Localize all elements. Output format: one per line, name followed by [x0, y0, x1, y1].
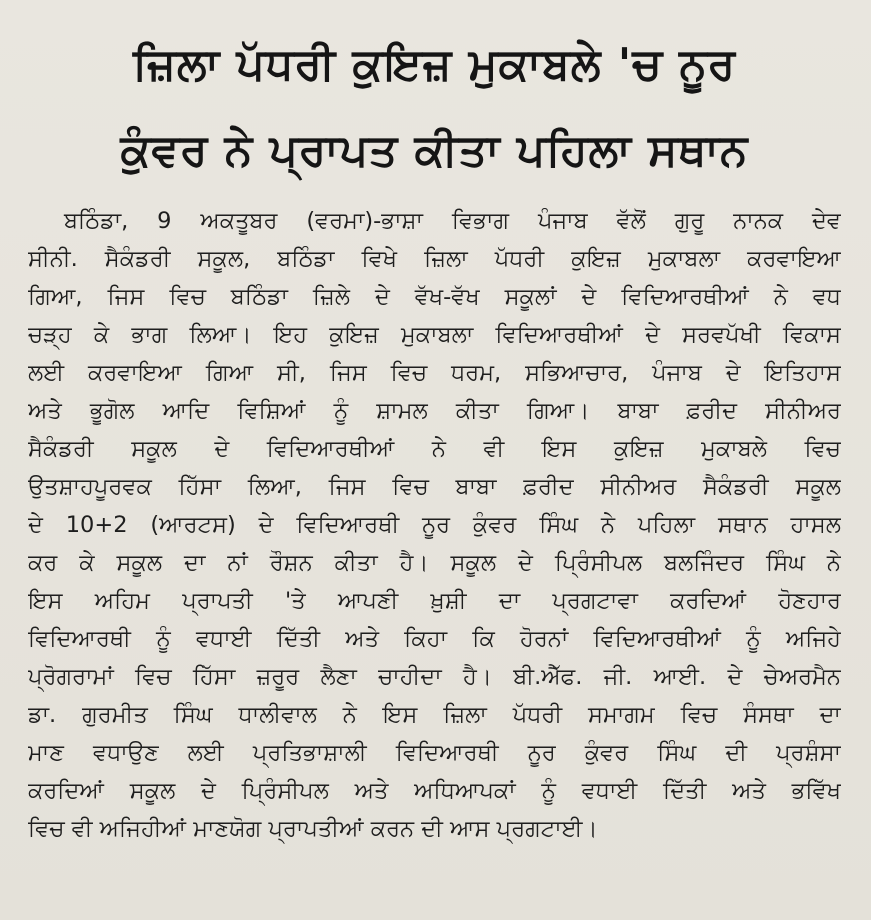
body-line: ਸੀਨੀ. ਸੈਕੰਡਰੀ ਸਕੂਲ, ਬਠਿੰਡਾ ਵਿਖੇ ਜ਼ਿਲਾ ਪੱਧਰੀ ਕੁਇਜ਼ ਮੁਕਾਬਲਾ ਕਰਵਾਇਆ — [28, 246, 841, 272]
body-line: ਕਰ ਕੇ ਸਕੂਲ ਦਾ ਨਾਂ ਰੌਸ਼ਨ ਕੀਤਾ ਹੈ। ਸਕੂਲ ਦੇ ਪ੍ਰਿੰਸੀਪਲ ਬਲਜਿੰਦਰ ਸਿੰਘ ਨੇ — [28, 550, 841, 576]
body-line: ਵਿਚ ਵੀ ਅਜਿਹੀਆਂ ਮਾਣਯੋਗ ਪ੍ਰਾਪਤੀਆਂ ਕਰਨ ਦੀ ਆਸ ਪ੍ਰਗਟਾਈ। — [28, 816, 598, 842]
body-line: ਸੈਕੰਡਰੀ ਸਕੂਲ ਦੇ ਵਿਦਿਆਰਥੀਆਂ ਨੇ ਵੀ ਇਸ ਕੁਇਜ਼ ਮੁਕਾਬਲੇ ਵਿਚ — [28, 436, 841, 462]
body-line: ਅਤੇ ਭੂਗੋਲ ਆਦਿ ਵਿਸ਼ਿਆਂ ਨੂੰ ਸ਼ਾਮਲ ਕੀਤਾ ਗਿਆ। ਬਾਬਾ ਫ਼ਰੀਦ ਸੀਨੀਅਰ — [28, 398, 841, 424]
article-headline — [28, 22, 841, 194]
body-line: ਪ੍ਰੋਗਰਾਮਾਂ ਵਿਚ ਹਿੱਸਾ ਜ਼ਰੂਰ ਲੈਣਾ ਚਾਹੀਦਾ ਹੈ। ਬੀ.ਐੱਫ. ਜੀ. ਆਈ. ਦੇ ਚੇਅਰਮੈਨ — [28, 664, 841, 690]
body-line: ਡਾ. ਗੁਰਮੀਤ ਸਿੰਘ ਧਾਲੀਵਾਲ ਨੇ ਇਸ ਜ਼ਿਲਾ ਪੱਧਰੀ ਸਮਾਗਮ ਵਿਚ ਸੰਸਥਾ ਦਾ — [28, 702, 841, 728]
article-body — [28, 202, 841, 848]
body-line: ਲਈ ਕਰਵਾਇਆ ਗਿਆ ਸੀ, ਜਿਸ ਵਿਚ ਧਰਮ, ਸਭਿਆਚਾਰ, ਪੰਜਾਬ ਦੇ ਇਤਿਹਾਸ — [28, 360, 841, 386]
body-line: ਵਿਦਿਆਰਥੀ ਨੂੰ ਵਧਾਈ ਦਿੱਤੀ ਅਤੇ ਕਿਹਾ ਕਿ ਹੋਰਨਾਂ ਵਿਦਿਆਰਥੀਆਂ ਨੂੰ ਅਜਿਹੇ — [28, 626, 841, 652]
body-line: ਬਠਿੰਡਾ, 9 ਅਕਤੂਬਰ (ਵਰਮਾ)-ਭਾਸ਼ਾ ਵਿਭਾਗ ਪੰਜਾਬ ਵੱਲੋਂ ਗੁਰੂ ਨਾਨਕ ਦੇਵ — [64, 208, 841, 234]
body-line: ਦੇ 10+2 (ਆਰਟਸ) ਦੇ ਵਿਦਿਆਰਥੀ ਨੂਰ ਕੁੰਵਰ ਸਿੰਘ ਨੇ ਪਹਿਲਾ ਸਥਾਨ ਹਾਸਲ — [28, 512, 841, 538]
body-line: ਇਸ ਅਹਿਮ ਪ੍ਰਾਪਤੀ 'ਤੇ ਆਪਣੀ ਖ਼ੁਸ਼ੀ ਦਾ ਪ੍ਰਗਟਾਵਾ ਕਰਦਿਆਂ ਹੋਣਹਾਰ — [28, 588, 841, 614]
headline-line-2: ਕੁੰਵਰ ਨੇ ਪ੍ਰਾਪਤ ਕੀਤਾ ਪਹਿਲਾ ਸਥਾਨ — [120, 125, 749, 176]
body-line: ਕਰਦਿਆਂ ਸਕੂਲ ਦੇ ਪ੍ਰਿੰਸੀਪਲ ਅਤੇ ਅਧਿਆਪਕਾਂ ਨੂੰ ਵਧਾਈ ਦਿੱਤੀ ਅਤੇ ਭਵਿੱਖ — [28, 778, 841, 804]
headline-line-1: ਜ਼ਿਲਾ ਪੱਧਰੀ ਕੁਇਜ਼ ਮੁਕਾਬਲੇ 'ਚ ਨੂਰ — [133, 39, 736, 90]
body-line: ਗਿਆ, ਜਿਸ ਵਿਚ ਬਠਿੰਡਾ ਜ਼ਿਲੇ ਦੇ ਵੱਖ-ਵੱਖ ਸਕੂਲਾਂ ਦੇ ਵਿਦਿਆਰਥੀਆਂ ਨੇ ਵਧ — [28, 284, 841, 310]
body-line: ਉਤਸ਼ਾਹਪੂਰਵਕ ਹਿੱਸਾ ਲਿਆ, ਜਿਸ ਵਿਚ ਬਾਬਾ ਫ਼ਰੀਦ ਸੀਨੀਅਰ ਸੈਕੰਡਰੀ ਸਕੂਲ — [28, 474, 841, 500]
body-line: ਚੜ੍ਹ ਕੇ ਭਾਗ ਲਿਆ। ਇਹ ਕੁਇਜ਼ ਮੁਕਾਬਲਾ ਵਿਦਿਆਰਥੀਆਂ ਦੇ ਸਰਵਪੱਖੀ ਵਿਕਾਸ — [28, 322, 841, 348]
body-line: ਮਾਣ ਵਧਾਉਣ ਲਈ ਪ੍ਰਤਿਭਾਸ਼ਾਲੀ ਵਿਦਿਆਰਥੀ ਨੂਰ ਕੁੰਵਰ ਸਿੰਘ ਦੀ ਪ੍ਰਸ਼ੰਸਾ — [28, 740, 841, 766]
